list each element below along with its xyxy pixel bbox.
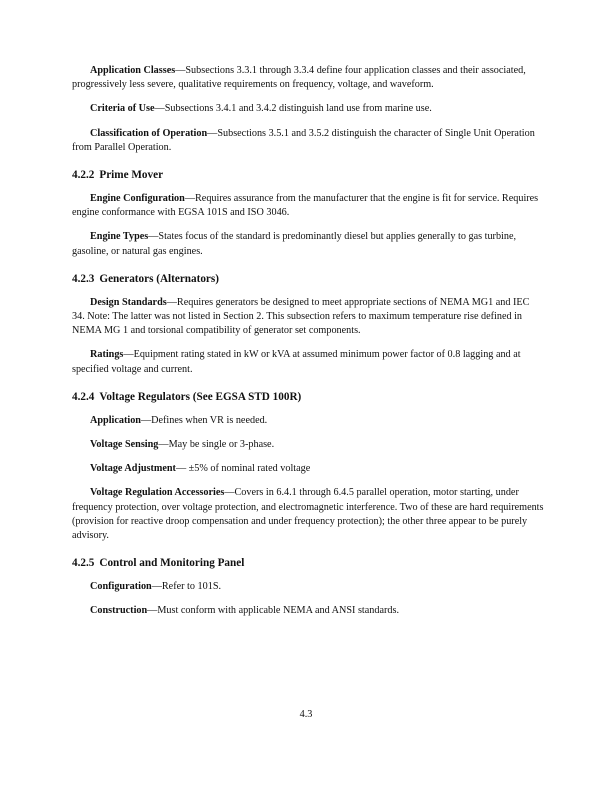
page-number: 4.3	[299, 709, 313, 720]
definition-paragraph	[72, 230, 544, 258]
definition-paragraph	[72, 580, 544, 594]
definition-paragraph	[72, 414, 544, 428]
section-heading	[72, 390, 544, 404]
definition-text: Subsections 3.4.1 and 3.4.2 distinguish land use from marine use.	[164, 103, 432, 115]
definition-paragraph	[72, 296, 544, 339]
term-label: Application Classes	[90, 65, 176, 76]
section-number: 4.2.4	[72, 390, 95, 403]
definition-paragraph	[72, 604, 544, 618]
term-label: Voltage Adjustment	[90, 463, 176, 475]
definition-text: Covers in 6.4.1 through 6.4.5 parallel operation, motor starting, under frequency protection, over voltage protection, and electromagnetic interference. Two of these are hard requirements (provision for reactive droop compensation and under frequency protection); the other three appear to be purely advisory.	[72, 487, 544, 542]
section-title: Control and Monitoring Panel	[99, 557, 245, 570]
term-label: Voltage Sensing	[90, 439, 159, 451]
definition-text: States focus of the standard is predominantly diesel but applies generally to gas turbine, gasoline, or natural gas engines.	[72, 231, 517, 257]
em-dash-separator: —	[123, 349, 134, 361]
term-label: Engine Configuration	[90, 193, 185, 205]
definition-text: Must conform with applicable NEMA and ANSI standards.	[157, 605, 399, 617]
section-heading	[72, 556, 544, 570]
definition-text: Equipment rating stated in kW or kVA at assumed minimum power factor of 0.8 lagging and at specified voltage and current.	[72, 349, 521, 375]
term-label: Criteria of Use	[90, 103, 155, 115]
document-body	[72, 64, 544, 629]
term-label: Application	[90, 414, 141, 426]
em-dash-separator: —	[154, 103, 165, 115]
section-title: Voltage Regulators (See EGSA STD 100R)	[99, 390, 302, 403]
definition-text: Subsections 3.5.1 and 3.5.2 distinguish the character of Single Unit Operation from Parallel Operation.	[72, 127, 535, 153]
term-label: Classification of Operation	[90, 127, 208, 139]
em-dash-separator: —	[184, 193, 196, 205]
definition-text: Defines when VR is needed.	[151, 414, 268, 426]
em-dash-separator: —	[166, 296, 177, 308]
definition-paragraph	[72, 64, 544, 92]
definition-text: Requires generators be designed to meet appropriate sections of NEMA MG1 and IEC 34. Note: The latter was not listed in Section 2. This subsection refers to maximum temperature rise defined in NEMA MG 1 and torsional compatibility of generator set components.	[72, 296, 530, 337]
definition-paragraph	[72, 127, 544, 155]
term-label: Configuration	[90, 581, 152, 593]
definition-paragraph	[72, 438, 544, 452]
section-heading	[72, 168, 544, 182]
definition-paragraph	[72, 462, 544, 476]
definition-paragraph	[72, 192, 544, 220]
definition-paragraph	[72, 348, 544, 376]
em-dash-separator: —	[158, 439, 169, 451]
definition-text: May be single or 3-phase.	[168, 439, 275, 451]
term-label: Voltage Regulation Accessories	[90, 487, 225, 499]
section-number: 4.2.5	[72, 557, 95, 570]
definition-text: Subsections 3.3.1 through 3.3.4 define four application classes and their associated, progressively less severe, qualitative requirements on frequency, voltage, and waveform.	[72, 65, 526, 91]
em-dash-separator: —	[147, 605, 158, 617]
em-dash-separator: —	[207, 127, 218, 139]
term-label: Design Standards	[90, 296, 167, 308]
term-label: Engine Types	[90, 231, 149, 243]
term-label: Construction	[90, 605, 148, 617]
em-dash-separator: —	[175, 65, 186, 76]
em-dash-separator: —	[151, 581, 162, 593]
em-dash-separator: —	[224, 487, 235, 499]
definition-text: Requires assurance from the manufacturer that the engine is fit for service. Requires engine conformance with EGSA 101S and ISO 3046.	[72, 193, 539, 219]
em-dash-separator: —	[175, 463, 189, 475]
definition-text: Refer to 101S.	[161, 581, 222, 593]
em-dash-separator: —	[148, 231, 159, 243]
section-number: 4.2.2	[72, 169, 95, 182]
section-number: 4.2.3	[72, 272, 95, 285]
term-label: Ratings	[90, 349, 124, 361]
em-dash-separator: —	[140, 414, 152, 426]
definition-text: ±5% of nominal rated voltage	[188, 463, 311, 475]
definition-paragraph	[72, 486, 544, 543]
definition-paragraph	[72, 102, 544, 116]
section-title: Generators (Alternators)	[99, 272, 219, 285]
section-title: Prime Mover	[99, 169, 164, 182]
section-heading	[72, 272, 544, 286]
